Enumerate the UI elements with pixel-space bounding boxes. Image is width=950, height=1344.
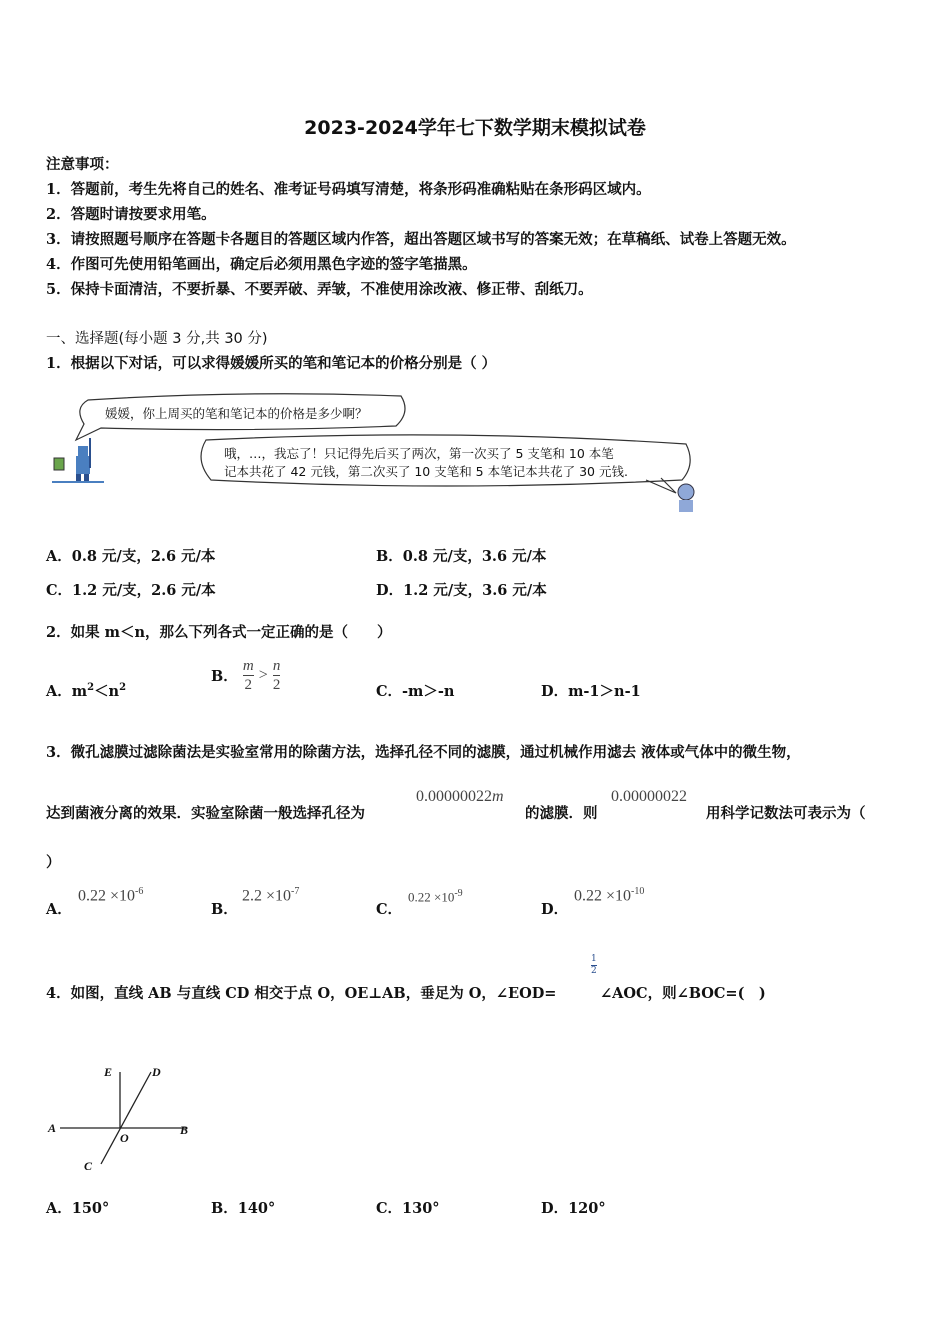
q2-option-b: B． $\frac{m}{2}$ > $\frac{n}{2}$	[211, 658, 281, 693]
q3-option-c-label: C．	[376, 901, 403, 918]
q3-option-d-label: D．	[541, 901, 569, 918]
fraction-m-over-2: $\frac{m}{2}$	[242, 658, 254, 693]
q2-option-c: C．-m＞-n	[376, 683, 455, 700]
q4-option-a: A．150°	[46, 1200, 110, 1217]
q3-option-a-value: $0.22 \times 10^{-6}$	[78, 886, 144, 905]
q3-option-c-value: $0.22 \times 10^{-9}$	[408, 888, 463, 905]
q4-option-c: C．130°	[376, 1200, 440, 1217]
q1-option-a: A．0.8 元/支，2.6 元/本	[46, 548, 216, 565]
q1-option-d: D．1.2 元/支，3.6 元/本	[376, 582, 547, 599]
q3-option-b-value: $2.2 \times 10^{-7}$	[242, 886, 300, 905]
notice-item-4: 4．作图可先使用铅笔画出，确定后必须用黑色字迹的签字笔描黑。	[46, 256, 477, 273]
q3-stem-line2-c: 用科学记数法可表示为（	[706, 805, 866, 822]
q1-option-b: B．0.8 元/支，3.6 元/本	[376, 548, 547, 565]
fraction-n-over-2: $\frac{n}{2}$	[272, 658, 281, 693]
q4-option-b: B．140°	[211, 1200, 276, 1217]
bubble1-text: 媛媛，你上周买的笔和笔记本的价格是多少啊？	[105, 406, 368, 421]
q3-value: 0.00000022	[611, 788, 687, 805]
boy-figure-icon	[52, 438, 104, 482]
q2-option-d: D．m-1＞n-1	[541, 683, 641, 700]
q1-stem: 1．根据以下对话，可以求得媛媛所买的笔和笔记本的价格分别是（ ）	[46, 355, 497, 372]
notice-item-1: 1．答题前，考生先将自己的姓名、准考证号码填写清楚，将条形码准确粘贴在条形码区域内。	[46, 181, 651, 198]
q4-geometry-figure	[46, 1062, 206, 1177]
notice-heading: 注意事项：	[46, 156, 119, 173]
q3-pore-size: 0.00000022m	[416, 788, 504, 805]
page-title: 2023-2024学年七下数学期末模拟试卷	[304, 117, 646, 139]
girl-figure-icon	[678, 484, 694, 512]
q3-option-d-value: $0.22 \times 10^{-10}$	[574, 886, 645, 905]
q4-stem-a: 4．如图，直线 AB 与直线 CD 相交于点 O，OE⊥AB，垂足为 O，∠EOD=	[46, 985, 557, 1002]
notice-item-5: 5．保持卡面清洁，不要折暴、不要弄破、弄皱，不准使用涂改液、修正带、刮纸刀。	[46, 281, 593, 298]
q4-fraction-half: 1 2	[591, 954, 597, 976]
q2-option-a: A．$m^2<n^2$	[46, 682, 127, 700]
label-o: O	[120, 1131, 129, 1145]
bubble2-text-line2: 记本共花了 42 元钱，第二次买了 10 支笔和 5 本笔记本共花了 30 元钱.	[224, 464, 628, 479]
bubble2-text-line1: 哦，…，我忘了！只记得先后买了两次，第一次买了 5 支笔和 10 本笔	[224, 446, 614, 461]
q3-option-b-label: B．	[211, 901, 238, 918]
label-c: C	[84, 1159, 93, 1173]
q3-stem-line2-a: 达到菌液分离的效果．实验室除菌一般选择孔径为	[46, 805, 365, 822]
q3-option-a-label: A．	[46, 901, 72, 918]
q3-stem-line3: ）	[46, 854, 61, 871]
label-a: A	[48, 1121, 57, 1135]
q3-stem-line2-b: 的滤膜．则	[525, 805, 598, 822]
q2-stem: 2．如果 m＜n，那么下列各式一定正确的是（ ）	[46, 624, 392, 641]
line-cd	[101, 1072, 151, 1164]
label-d: D	[152, 1065, 161, 1079]
notice-item-2: 2．答题时请按要求用笔。	[46, 206, 216, 223]
q4-option-d: D．120°	[541, 1200, 606, 1217]
q4-stem-b: ∠AOC，则∠BOC=( )	[600, 985, 766, 1002]
q1-option-c: C．1.2 元/支，2.6 元/本	[46, 582, 216, 599]
section-heading: 一、选择题(每小题 3 分,共 30 分)	[46, 331, 268, 347]
notice-item-3: 3．请按照题号顺序在答题卡各题目的答题区域内作答，超出答题区域书写的答案无效；在草稿纸、试卷上答题无效。	[46, 231, 796, 248]
label-b: B	[180, 1123, 189, 1137]
q3-stem-line1: 3．微孔滤膜过滤除菌法是实验室常用的除菌方法，选择孔径不同的滤膜，通过机械作用滤去 液体或气体中的微生物，	[46, 744, 801, 761]
label-e: E	[104, 1065, 113, 1079]
